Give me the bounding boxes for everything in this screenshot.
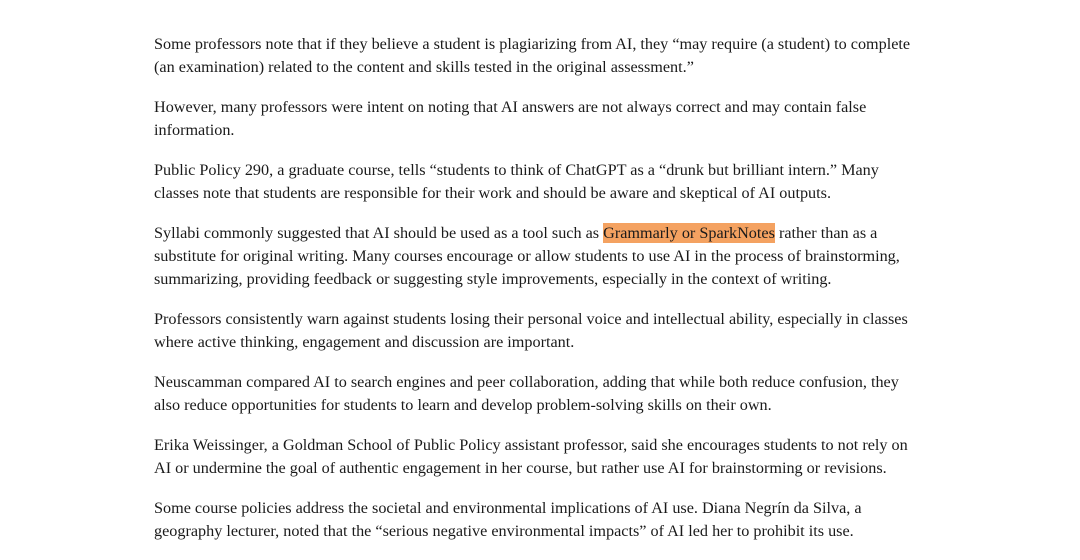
paragraph-weissinger <box>154 434 924 480</box>
paragraph-text: However, many professors were intent on noting that AI answers are not always correct and may contain false information. <box>154 98 867 139</box>
paragraph-text: Erika Weissinger, a Goldman School of Public Policy assistant professor, said she encourages students to not rely on AI or undermine the goal of authentic engagement in her course, but rather use AI for brainstorming or revisions. <box>154 436 908 477</box>
paragraph-text: Syllabi commonly suggested that AI should be used as a tool such as <box>154 224 604 242</box>
paragraph-neuscamman <box>154 371 924 417</box>
paragraph-environmental <box>154 497 924 543</box>
article-body <box>154 33 924 560</box>
paragraph-text: Neuscamman compared AI to search engines and peer collaboration, adding that while both reduce confusion, they also reduce opportunities for students to learn and develop problem-solving skills on their own. <box>154 373 899 414</box>
paragraph-public-policy-290 <box>154 159 924 205</box>
paragraph-text: Public Policy 290, a graduate course, tells “students to think of ChatGPT as a “drunk but brilliant intern.” Many classes note that students are responsible for their work and should be aware and skeptical of AI outputs. <box>154 161 879 202</box>
highlighted-text[interactable]: Grammarly or SparkNotes <box>603 224 775 242</box>
paragraph-personal-voice <box>154 308 924 354</box>
paragraph-text: rather than as a substitute for original writing. Many courses encourage or allow students to use AI in the process of brainstorming, summarizing, providing feedback or suggesting style improvements, especially in the context of writing. <box>154 224 900 288</box>
paragraph-syllabi-tools <box>154 222 924 291</box>
paragraph-plagiarism <box>154 33 924 79</box>
paragraph-text: Some course policies address the societal and environmental implications of AI use. Diana Negrín da Silva, a geography lecturer, noted that the “serious negative environmental impacts” of AI led her to prohibit its use. <box>154 499 862 540</box>
paragraph-text: Some professors note that if they believe a student is plagiarizing from AI, they “may require (a student) to complete (an examination) related to the content and skills tested in the original assessment.” <box>154 35 911 76</box>
paragraph-text: Professors consistently warn against students losing their personal voice and intellectual ability, especially in classes where active thinking, engagement and discussion are important. <box>154 310 908 351</box>
paragraph-ai-accuracy <box>154 96 924 142</box>
